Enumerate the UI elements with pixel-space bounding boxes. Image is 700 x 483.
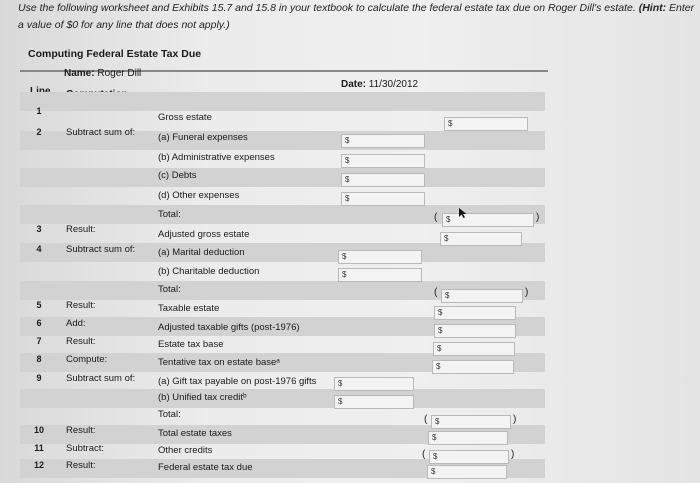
gross-estate-total-input[interactable]: $ (444, 117, 528, 131)
adjusted-taxable-gifts-input[interactable]: $ (434, 324, 516, 338)
line-number: 12 (33, 460, 44, 470)
computation-label: Result: (66, 224, 96, 235)
computation-label: Subtract: (66, 443, 105, 454)
name-field (64, 68, 141, 79)
item-label: (d) Other expenses (158, 190, 240, 201)
open-paren: ( (434, 287, 438, 298)
unified-tax-credit-input[interactable]: $ (334, 395, 414, 409)
adjusted-gross-estate-input[interactable]: $ (440, 232, 522, 246)
administrative-expenses-input[interactable]: $ (341, 154, 425, 168)
line-number: 2 (36, 127, 42, 137)
close-paren: ) (511, 449, 515, 460)
open-paren: ( (422, 449, 426, 460)
date-field (341, 79, 418, 90)
tentative-tax-input[interactable]: $ (432, 360, 514, 374)
charitable-deduction-input[interactable]: $ (338, 268, 422, 282)
taxable-estate-input[interactable]: $ (434, 306, 516, 320)
item-label: (b) Administrative expenses (158, 152, 275, 163)
line-number: 6 (36, 318, 42, 328)
item-label: (c) Debts (158, 170, 197, 181)
item-label: (a) Marital deduction (158, 247, 245, 258)
item-label: Total: (158, 284, 181, 295)
close-paren: ) (513, 414, 517, 425)
line-number: 7 (36, 336, 42, 346)
computation-label: Result: (66, 300, 96, 311)
mouse-cursor-icon (458, 207, 468, 219)
item-label: Estate tax base (158, 339, 224, 350)
computation-label: Subtract sum of: (66, 373, 136, 384)
item-label: Taxable estate (158, 303, 220, 314)
estate-tax-base-input[interactable]: $ (433, 342, 515, 356)
line-number: 11 (34, 443, 44, 453)
computation-label: Compute: (66, 354, 108, 365)
line-number: 8 (36, 354, 42, 364)
open-paren: ( (424, 414, 428, 425)
expenses-total-input[interactable]: $ (442, 213, 534, 227)
line-number: 3 (36, 224, 42, 234)
total-estate-taxes-input[interactable]: $ (428, 431, 508, 445)
hint-text: Enter a value of $0 for any line that does not apply.) (18, 2, 695, 31)
close-paren: ) (525, 287, 529, 298)
computation-label: Result: (66, 336, 96, 347)
item-label: (a) Gift tax payable on post-1976 gifts (158, 376, 317, 387)
federal-estate-tax-due-input[interactable]: $ (427, 465, 507, 479)
line-number: 10 (33, 425, 44, 435)
item-label: Tentative tax on estate baseᵃ (158, 357, 280, 368)
line-number: 1 (36, 106, 42, 116)
marital-deduction-input[interactable]: $ (338, 250, 422, 264)
item-label: Gross estate (158, 112, 212, 123)
computation-label: Subtract sum of: (66, 127, 136, 138)
date-label: Date: (341, 79, 367, 90)
item-label: Federal estate tax due (158, 462, 253, 473)
open-paren: ( (434, 212, 438, 223)
line-number: 9 (36, 373, 42, 383)
other-expenses-input[interactable]: $ (341, 192, 425, 206)
item-label: Total estate taxes (158, 428, 232, 439)
item-label: Adjusted taxable gifts (post-1976) (158, 322, 300, 333)
item-label: Total: (158, 409, 181, 420)
credits-total-input[interactable]: $ (431, 415, 511, 429)
other-credits-input[interactable]: $ (429, 450, 509, 464)
computation-label: Subtract sum of: (66, 244, 136, 255)
funeral-expenses-input[interactable]: $ (341, 134, 425, 148)
debts-input[interactable]: $ (341, 173, 425, 187)
worksheet-title: Computing Federal Estate Tax Due (28, 48, 202, 60)
computation-label: Result: (66, 460, 96, 471)
computation-label: Result: (66, 425, 96, 436)
item-label: Other credits (158, 445, 213, 456)
hint-label: (Hint: (638, 2, 667, 14)
instructions-text: Use the following worksheet and Exhibits 15.7 and 15.8 in your textbook to calculate the federal estate tax due on Roger Dill's estate. (18, 2, 636, 14)
gift-tax-payable-input[interactable]: $ (334, 377, 414, 391)
item-label: (b) Unified tax creditᵇ (158, 392, 247, 403)
item-label: (a) Funeral expenses (158, 132, 248, 143)
table-row (0, 462, 700, 480)
instructions (18, 0, 698, 34)
line-number: 4 (36, 244, 42, 254)
date-value: 11/30/2012 (368, 79, 419, 90)
name-label: Name: (64, 68, 95, 79)
close-paren: ) (536, 212, 540, 223)
item-label: (b) Charitable deduction (158, 266, 260, 277)
deductions-total-input[interactable]: $ (441, 289, 523, 303)
line-number: 5 (36, 300, 42, 310)
item-label: Adjusted gross estate (158, 229, 250, 240)
computation-label: Add: (66, 318, 86, 329)
item-label: Total: (158, 209, 181, 220)
name-value: Roger Dill (97, 68, 142, 79)
